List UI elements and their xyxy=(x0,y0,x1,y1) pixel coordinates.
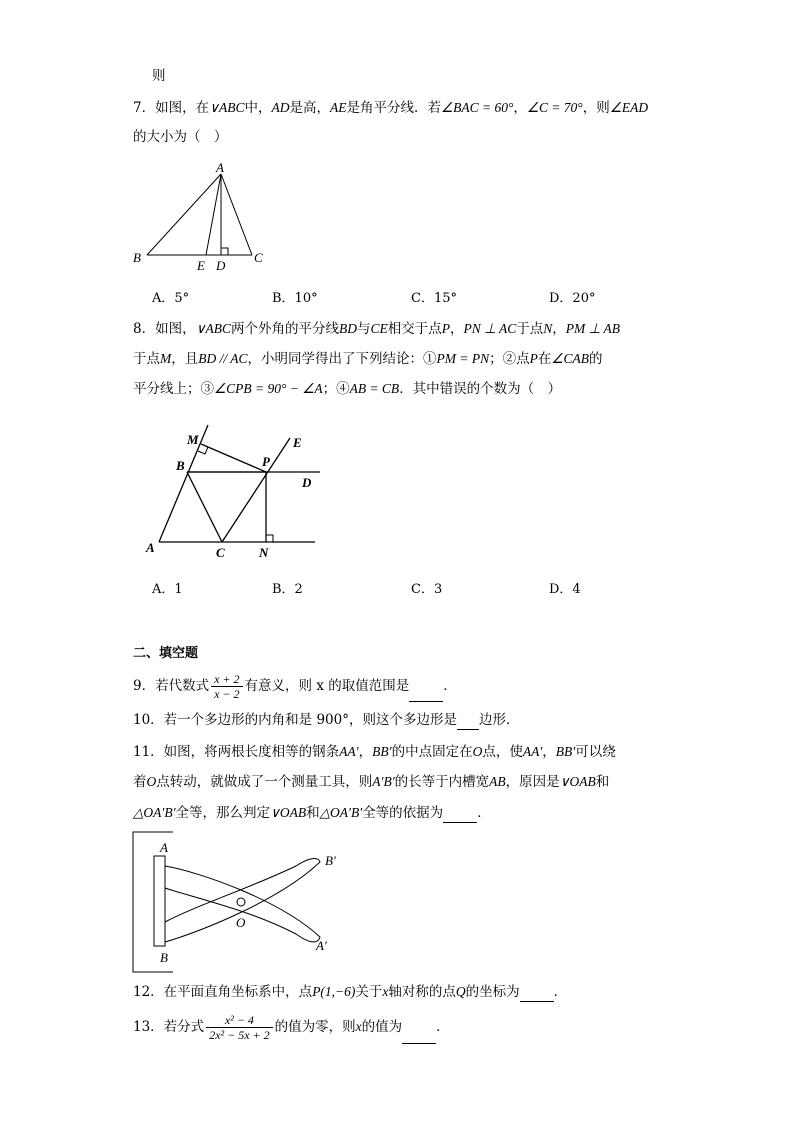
q8-triangle: ∨ABC xyxy=(195,321,231,336)
q7-label-a: A xyxy=(216,160,224,175)
q12-text: 12．在平面直角坐标系中，点 xyxy=(133,984,313,1000)
q11-text: 11．如图，将两根长度相等的钢条 xyxy=(133,744,340,760)
q7-cond2: ∠C = 70° xyxy=(526,100,583,115)
q7-option-c[interactable]: C．15° xyxy=(411,291,457,306)
q11-groove-bar xyxy=(154,856,165,946)
q11-a2b2: A′B′ xyxy=(372,774,395,789)
q12-text: 轴对称的点 xyxy=(388,984,456,1000)
q11-bar-aa xyxy=(165,866,320,942)
q11-pivot-o xyxy=(237,898,245,906)
q8-text: 8．如图， xyxy=(133,321,196,337)
q11-aa: AA′ xyxy=(522,744,543,759)
q11-text: 和 xyxy=(306,805,320,821)
q11-o: O xyxy=(146,774,157,789)
q8-n: N xyxy=(543,321,553,336)
q13-fraction xyxy=(206,1013,272,1042)
q11-label-a: A xyxy=(160,840,168,855)
q9-text: 9．若代数式 xyxy=(133,678,210,694)
q8-text: 与 xyxy=(356,321,371,337)
q11-triangle-oab: ∨OAB xyxy=(270,805,307,820)
q7-label-b: B xyxy=(133,250,141,265)
q8-text: ；④ xyxy=(322,381,350,397)
q10-text: 10．若一个多边形的内角和是 900°，则这个多边形是 xyxy=(133,712,457,728)
q7-ad: AD xyxy=(271,100,290,115)
q11-text: 可以绕 xyxy=(575,744,616,760)
q9-end: ． xyxy=(443,678,457,694)
q11-bb: BB′ xyxy=(555,744,576,759)
q7-sep: ， xyxy=(513,100,527,116)
q7-text: ，则 xyxy=(582,100,610,116)
q13-text: 的值为 xyxy=(361,1019,403,1035)
q8-text: ；②点 xyxy=(489,351,530,367)
q8-ab-cb: AB = CB xyxy=(349,381,400,396)
q7-text: 7．如图，在 xyxy=(133,100,210,116)
q8-option-a[interactable]: A．1 xyxy=(152,582,183,597)
q13-x: x xyxy=(355,1019,362,1034)
q8-label-m: M xyxy=(187,432,199,447)
q11-label-a-prime: A′ xyxy=(316,938,327,953)
q11-triangle-oa2b2: △OA′B′ xyxy=(133,805,176,820)
q11-text: 的中点固定在 xyxy=(391,744,473,760)
q8-text: 于点 xyxy=(133,351,160,367)
q12-point-p: P(1,−6) xyxy=(312,984,356,999)
q12-x: x xyxy=(382,984,389,999)
q11-bb: BB′ xyxy=(372,744,392,759)
q11-text: 全等，那么判定 xyxy=(175,805,271,821)
q7-target: ∠EAD xyxy=(609,100,649,115)
q8-text: 的 xyxy=(588,351,603,367)
q11-text: 着 xyxy=(133,774,147,790)
q7-text: 中， xyxy=(244,100,272,116)
q13-numerator: x² − 4 xyxy=(206,1013,272,1028)
q7-label-e: E xyxy=(197,258,205,273)
q8-ce: CE xyxy=(370,321,388,336)
q8-label-d: D xyxy=(302,475,312,490)
q9-text: 有意义，则 x 的取值范围是 xyxy=(244,678,410,694)
q8-text: ， xyxy=(450,321,464,337)
q11-label-b: B xyxy=(160,950,168,965)
q8-cpb: ∠CPB = 90° − ∠A xyxy=(214,381,323,396)
q8-p: P xyxy=(441,321,450,336)
q7-option-d[interactable]: D．20° xyxy=(549,291,596,306)
q8-text: ，且 xyxy=(171,351,199,367)
q8-option-b[interactable]: B．2 xyxy=(272,582,303,597)
q8-label-a: A xyxy=(146,540,155,555)
q11-text: ，原因是 xyxy=(505,774,560,790)
q7-option-a[interactable]: A．5° xyxy=(152,291,190,306)
q12-line xyxy=(133,982,567,1002)
q8-label-p: P xyxy=(262,454,270,469)
q13-denominator: 2x² − 5x + 2 xyxy=(209,1028,270,1042)
q7-label-c: C xyxy=(254,250,263,265)
q13-end: ． xyxy=(436,1019,450,1035)
q11-text: 和 xyxy=(595,774,610,790)
q7-option-b[interactable]: B．10° xyxy=(272,291,318,306)
section-title-fill-in: 二、填空题 xyxy=(133,646,199,661)
top-fragment: 则 xyxy=(152,68,166,84)
q7-ae: AE xyxy=(329,100,347,115)
q8-p: P xyxy=(529,351,538,366)
q13-answer-blank[interactable] xyxy=(402,1029,436,1044)
q11-text: 的长等于内槽宽 xyxy=(394,774,490,790)
q12-q: Q xyxy=(455,984,466,999)
q13-text: 13．若分式 xyxy=(133,1019,205,1035)
q11-text: 点转动，就做成了一个测量工具，则 xyxy=(156,774,373,790)
q8-text: 平分线上；③ xyxy=(133,381,214,397)
q7-label-d: D xyxy=(216,258,226,273)
q11-aa: AA′ xyxy=(339,744,359,759)
q11-o: O xyxy=(472,744,483,759)
q8-text: 于点 xyxy=(516,321,544,337)
q13-text: 的值为零，则 xyxy=(274,1019,356,1035)
q11-text: ， xyxy=(542,744,556,760)
q13-line xyxy=(133,1010,450,1044)
q12-text: 关于 xyxy=(355,984,383,1000)
q8-label-c: C xyxy=(216,545,225,560)
q7-line2: 的大小为（ ） xyxy=(133,129,228,145)
q8-label-e: E xyxy=(293,435,302,450)
q8-text: ．其中错误的个数为（ ） xyxy=(399,381,562,397)
q8-pm: PM ⊥ AB xyxy=(565,321,621,336)
q8-m: M xyxy=(160,351,172,366)
q8-text: ，小明同学得出了下列结论：① xyxy=(247,351,437,367)
q8-pn: PN ⊥ AC xyxy=(463,321,517,336)
q7-triangle: ∨ABC xyxy=(209,100,245,115)
q8-text: ， xyxy=(552,321,566,337)
q11-ab: AB xyxy=(489,774,506,789)
q8-text: 两个外角的平分线 xyxy=(230,321,339,337)
q8-bd: BD xyxy=(338,321,357,336)
q7-text: 是高， xyxy=(289,100,330,116)
q8-label-n: N xyxy=(259,545,269,560)
q11-text: 点，使 xyxy=(482,744,523,760)
q11-triangle-oa2b2: △OA′B′ xyxy=(319,805,363,820)
q7-cond1: ∠BAC = 60° xyxy=(440,100,514,115)
q12-end: ． xyxy=(553,984,568,1000)
q8-bd-parallel-ac: BD // AC xyxy=(198,351,248,366)
q8-text: 在 xyxy=(537,351,552,367)
q7-text: 是角平分线．若 xyxy=(346,100,441,116)
q12-answer-blank[interactable] xyxy=(520,987,554,1002)
q11-text: ， xyxy=(358,744,373,760)
q9-denominator: x − 2 xyxy=(214,687,240,701)
q8-option-c[interactable]: C．3 xyxy=(411,582,443,597)
q9-numerator: x + 2 xyxy=(211,672,242,687)
q11-triangle-oab: ∨OAB xyxy=(559,774,596,789)
q11-label-b-prime: B′ xyxy=(325,853,336,868)
q11-text: 全等的依据为 xyxy=(362,805,444,821)
q8-text: 相交于点 xyxy=(387,321,442,337)
q11-label-o: O xyxy=(236,915,246,930)
q11-end: ． xyxy=(477,805,491,821)
q12-text: 的坐标为 xyxy=(465,984,520,1000)
q8-label-b: B xyxy=(176,458,185,473)
q8-cab: ∠CAB xyxy=(551,351,589,366)
q10-end: 边形． xyxy=(479,712,520,728)
q8-option-d[interactable]: D．4 xyxy=(549,582,581,597)
q8-pm-pn: PM = PN xyxy=(436,351,490,366)
